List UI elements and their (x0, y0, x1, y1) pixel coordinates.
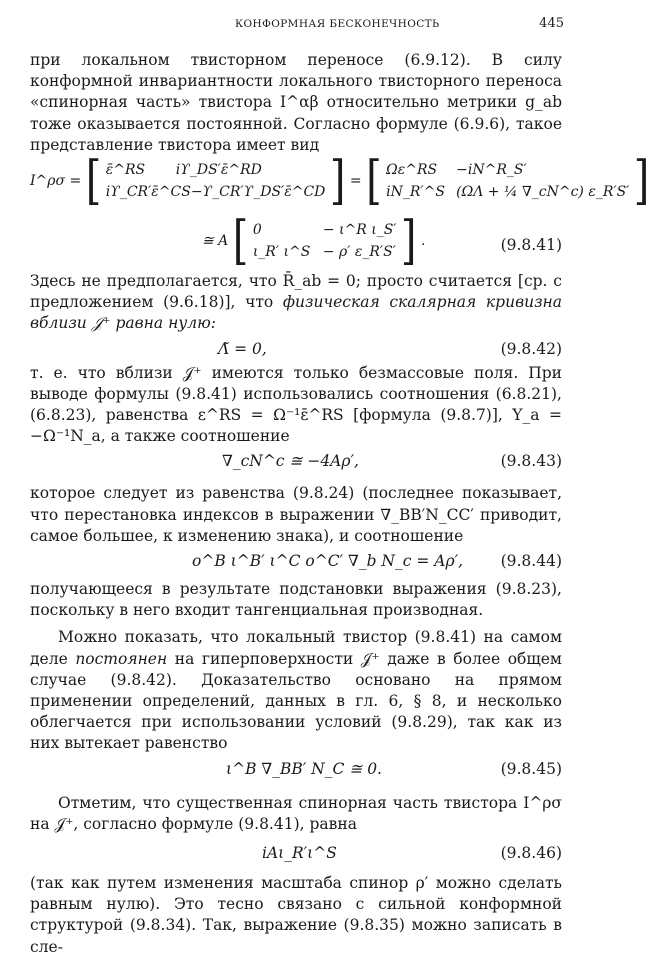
paragraph-6 (30, 627, 562, 754)
eq41-m3-r1c2: − ι^R ι_S′ (322, 222, 397, 239)
eq41-m2-r1c2: −iN^R_S′ (456, 162, 527, 179)
eq41-m1-r1c1: ε̄^RS (105, 162, 146, 179)
equation-9-8-44 (30, 547, 562, 575)
eq43-body: ∇_cN^c ≅ −4Aρ′, (222, 452, 359, 471)
eq41-matrix-2 (386, 159, 629, 203)
paragraph-6-emphasis: постоянен (75, 649, 168, 668)
eq41-line2-lhs: ≅ A (202, 233, 229, 250)
paragraph-2-emphasis: физическая скалярная кривизна вблизи 𝒥⁺ равна нулю: (30, 293, 562, 333)
paragraph-5: получающееся в результате подстановки выражения (9.8.23), поскольку в него входит тангенциальная производная. (30, 580, 562, 620)
eq46-number: (9.8.46) (500, 844, 562, 863)
page-header (30, 14, 562, 36)
eq41-number: (9.8.41) (500, 236, 562, 255)
eq41-m3-r2c1: ι_R′ ι^S (252, 244, 311, 261)
equation-9-8-46 (30, 839, 562, 867)
eq42-number: (9.8.42) (500, 339, 562, 358)
equation-9-8-45 (30, 755, 562, 783)
equation-9-8-41: I^ρσ = [ ε̄^RS iϒ_DS′ε̄^RD iϒ_CR′ε̄^CS−ϒ_CR′ϒ_DS′ε̄^CD ] = [ Ωε^RS −iN^R_S′ iN_R′^S (ΩΛ + ¼ ∇_cN^c) ε_R′S′ ] ≅ A [ 0 − ι^R ι_S′ ι_R′ ι^S − ρ′ ε_R′S′ ] . (9.8.41) (30, 151, 649, 271)
equation-9-8-43 (30, 447, 562, 475)
eq44-body: o^B ι^B′ ι^C o^C′ ∇_b N_c = Aρ′, (192, 552, 464, 571)
eq41-m3-r2c2: − ρ′ ε_R′S′ (322, 244, 396, 261)
eq41-lhs: I^ρσ = (30, 173, 82, 190)
eq43-number: (9.8.43) (500, 452, 562, 471)
eq41-m2-r1c1: Ωε^RS (386, 162, 438, 179)
eq41-m3-r1c1: 0 (252, 222, 262, 239)
paragraph-2 (30, 271, 562, 335)
eq41-m1-r1c2: iϒ_DS′ε̄^RD (175, 162, 262, 179)
eq41-equals: = (349, 173, 362, 190)
paragraph-4: которое следует из равенства (9.8.24) (последнее показывает, что перестановка индексов в выражении ∇_BB′N_CC′ приводит, самое большее, к изменению знака), и соотношение (30, 484, 562, 545)
paragraph-6-text-a: Можно показать, что локальный твистор (9.8.41) на самом деле (30, 628, 562, 668)
eq41-matrix-1 (106, 159, 326, 203)
eq45-number: (9.8.45) (500, 759, 562, 778)
eq41-m2-r2c2: (ΩΛ + ¼ ∇_cN^c) ε_R′S′ (456, 184, 630, 201)
eq41-m2-r2c1: iN_R′^S (386, 184, 445, 201)
paragraph-8: (так как путем изменения масштаба спинор ρ′ можно сделать равным нулю). Это тесно связано с сильной конформной структурой (9.8.34). Так, выражение (9.8.35) можно записать в сле- (30, 874, 562, 956)
eq41-matrix-3 (253, 219, 397, 263)
eq45-body: ι^B ∇_BB′ N_C ≅ 0. (226, 759, 382, 778)
paragraph-3: т. е. что вблизи 𝒥⁺ имеются только безмассовые поля. При выводе формулы (9.8.41) использовались соотношения (6.8.21), (6.8.23), равенства ε^RS = Ω⁻¹ε̄^RS [формула (9.8.7)], Υ_a = −Ω⁻¹N_a, а также соотношение (30, 363, 562, 446)
eq46-body: iAι_R′ι^S (262, 844, 337, 863)
paragraph-6-text-b: на гиперповерхности 𝒥⁺ даже в более общем случае (9.8.42). Доказательство основано на прямом применении определений, данных в гл. 6, § 8, и несколько облегчается при использовании условий (9.8.29), так как из них вытекает равенство (30, 649, 562, 753)
paragraph-7: Отметим, что существенная спинорная часть твистора I^ρσ на 𝒥⁺, согласно формуле (9.8.41), равна (30, 793, 562, 833)
eq42-body: Λ̃ = 0, (218, 339, 267, 358)
paragraph-2-text: Здесь не предполагается, что R̄_ab = 0; просто считается [ср. с предложением (9.6.18)], что (30, 272, 562, 312)
equation-9-8-42 (30, 335, 562, 363)
page-number: 445 (539, 16, 564, 31)
page (30, 14, 649, 958)
running-head: КОНФОРМНАЯ БЕСКОНЕЧНОСТЬ (235, 18, 440, 30)
paragraph-1: при локальном твисторном переносе (6.9.12). В силу конформной инвариантности локального твисторного переноса «спинорная часть» твистора I^αβ относительно метрики g_ab тоже оказывается постоянной. Согласно формуле (6.9.6), такое представление твистора имеет вид (30, 51, 562, 154)
eq41-m1-r2c2: −ϒ_CR′ϒ_DS′ε̄^CD (190, 184, 326, 201)
eq41-m1-r2c1: iϒ_CR′ε̄^CS (105, 184, 191, 201)
eq44-number: (9.8.44) (500, 552, 562, 571)
